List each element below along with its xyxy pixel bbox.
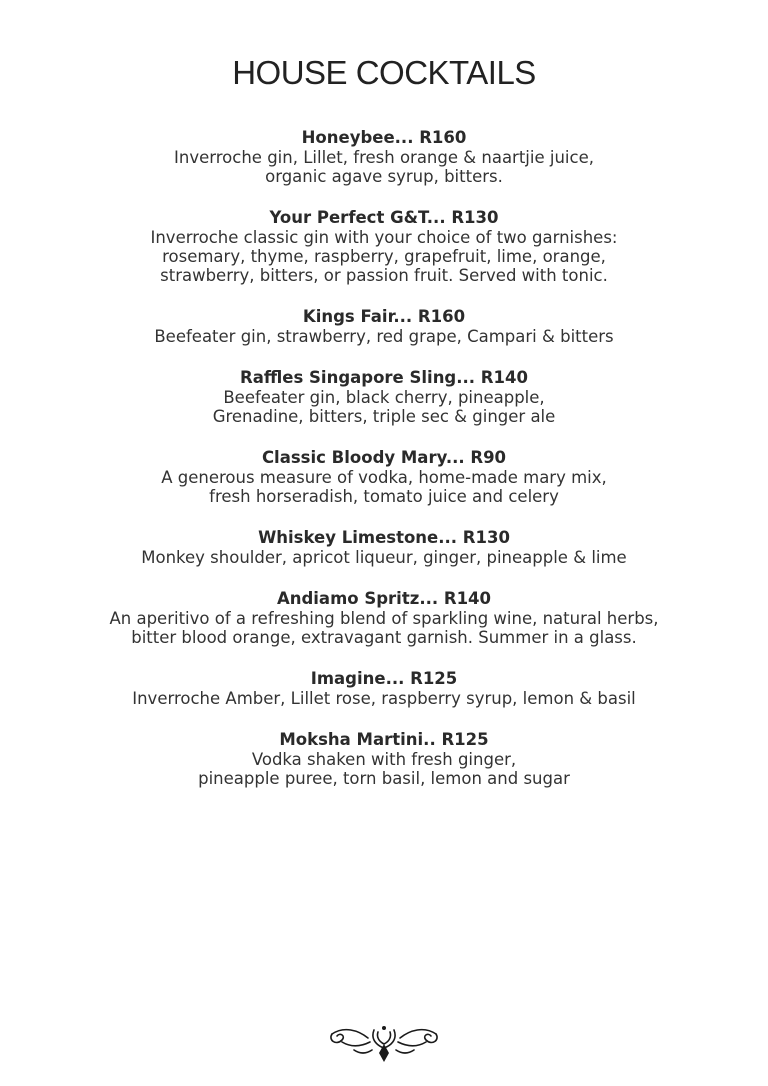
menu-item [0,589,768,647]
cocktail-menu [0,128,768,810]
item-name: Kings Fair... R160 [302,307,466,326]
item-name: Andiamo Spritz... R140 [276,589,492,608]
item-name: Honeybee... R160 [301,128,467,147]
menu-item [0,669,768,708]
item-description-line: strawberry, bitters, or passion fruit. Served with tonic. [160,266,608,285]
menu-item [0,368,768,426]
item-description-line: Beefeater gin, strawberry, red grape, Campari & bitters [154,327,614,346]
item-description-line: Inverroche gin, Lillet, fresh orange & naartjie juice, [174,148,594,167]
item-name: Imagine... R125 [310,669,458,688]
item-description-line: rosemary, thyme, raspberry, grapefruit, lime, orange, [162,247,606,266]
menu-item [0,528,768,567]
page-title: HOUSE COCKTAILS [232,54,536,91]
item-description-line: Inverroche classic gin with your choice of two garnishes: [150,228,618,247]
item-description-line: An aperitivo of a refreshing blend of sparkling wine, natural herbs, [109,609,659,628]
menu-item [0,208,768,285]
item-description-line: organic agave syrup, bitters. [265,167,503,186]
item-description-line: A generous measure of vodka, home-made mary mix, [161,468,607,487]
menu-item [0,128,768,186]
item-description-line: bitter blood orange, extravagant garnish. Summer in a glass. [131,628,637,647]
item-name: Moksha Martini.. R125 [279,730,489,749]
item-name: Classic Bloody Mary... R90 [261,448,507,467]
menu-item [0,307,768,346]
item-description-line: fresh horseradish, tomato juice and celery [209,487,559,506]
flourish-ornament-icon [324,1020,444,1064]
item-description-line: Vodka shaken with fresh ginger, [251,750,517,769]
menu-item [0,448,768,506]
item-description-line: Inverroche Amber, Lillet rose, raspberry syrup, lemon & basil [132,689,636,708]
item-name: Whiskey Limestone... R130 [258,528,510,547]
item-name: Your Perfect G&T... R130 [269,208,499,227]
item-description-line: Grenadine, bitters, triple sec & ginger ale [212,407,556,426]
menu-item [0,730,768,788]
item-name: Raffles Singapore Sling... R140 [240,368,528,387]
item-description-line: Monkey shoulder, apricot liqueur, ginger, pineapple & lime [141,548,627,567]
item-description-line: Beefeater gin, black cherry, pineapple, [223,388,545,407]
item-description-line: pineapple puree, torn basil, lemon and sugar [198,769,570,788]
